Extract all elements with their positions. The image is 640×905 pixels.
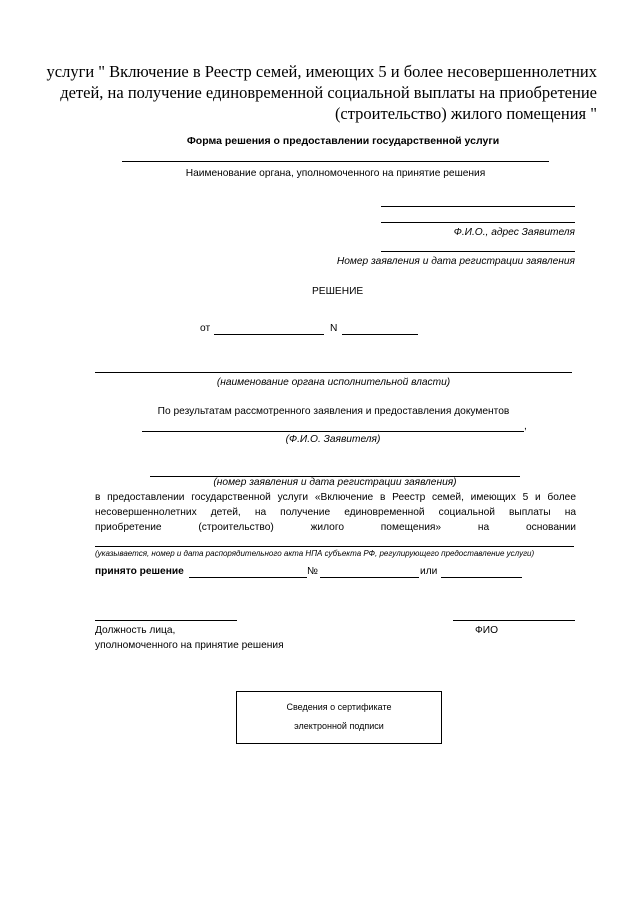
- decision-or-label: или: [420, 566, 438, 577]
- header-line-1: услуги " Включение в Реестр семей, имеющих 5 и более несовершеннолетних: [46, 62, 597, 81]
- organ-name-line: [122, 161, 549, 162]
- comma: ,: [524, 421, 527, 432]
- position-label-line-1: Должность лица,: [95, 625, 176, 636]
- position-line: [95, 620, 237, 621]
- applicant-name-line: [142, 431, 524, 432]
- organ-name-caption: Наименование органа, уполномоченного на принятие решения: [185, 168, 486, 179]
- decision-number-sign: №: [307, 566, 318, 577]
- decision-made-line-2: [320, 577, 419, 578]
- decision-made-label: принято решение: [95, 566, 184, 577]
- decision-made-line-1: [189, 577, 307, 578]
- body-line-2: несовершеннолетних детей, на получение единовременной социальной выплаты на: [95, 507, 576, 518]
- app-reg-caption: (номер заявления и дата регистрации заявления): [213, 477, 457, 488]
- certificate-line-1: Сведения о сертификате: [286, 702, 392, 712]
- basis-line: [95, 546, 574, 547]
- body-line-3: приобретение (строительство) жилого помещения» на основании: [95, 522, 576, 533]
- decision-made-line-3: [441, 577, 522, 578]
- application-number-caption: Номер заявления и дата регистрации заявления: [336, 256, 575, 267]
- fio-line: [453, 620, 575, 621]
- application-number-line: [381, 251, 575, 252]
- exec-organ-line: [95, 372, 572, 373]
- from-label: от: [200, 323, 211, 334]
- certificate-box: [236, 691, 442, 744]
- applicant-name-caption: (Ф.И.О. Заявителя): [285, 434, 381, 445]
- fio-label: ФИО: [475, 625, 498, 636]
- applicant-line-2: [381, 222, 575, 223]
- position-label-line-2: уполномоченного на принятие решения: [95, 640, 284, 651]
- applicant-line-1: [381, 206, 575, 207]
- date-line: [214, 334, 324, 335]
- header-line-2: детей, на получение единовременной социальной выплаты на приобретение: [60, 83, 597, 102]
- review-text: По результатам рассмотренного заявления и предоставления документов: [157, 406, 510, 417]
- form-title: Форма решения о предоставлении государственной услуги: [186, 135, 500, 147]
- applicant-caption: Ф.И.О., адрес Заявителя: [453, 227, 575, 238]
- number-line: [342, 334, 418, 335]
- number-label: N: [330, 323, 338, 334]
- decision-title: РЕШЕНИЕ: [312, 286, 364, 297]
- certificate-line-2: электронной подписи: [294, 721, 384, 731]
- basis-caption: (указывается, номер и дата распорядительного акта НПА субъекта РФ, регулирующего предоставление услуги): [95, 549, 535, 558]
- exec-organ-caption: (наименование органа исполнительной власти): [216, 377, 451, 388]
- header-line-3: (строительство) жилого помещения ": [334, 104, 597, 123]
- body-line-1: в предоставлении государственной услуги «Включение в Реестр семей, имеющих 5 и более: [95, 492, 576, 503]
